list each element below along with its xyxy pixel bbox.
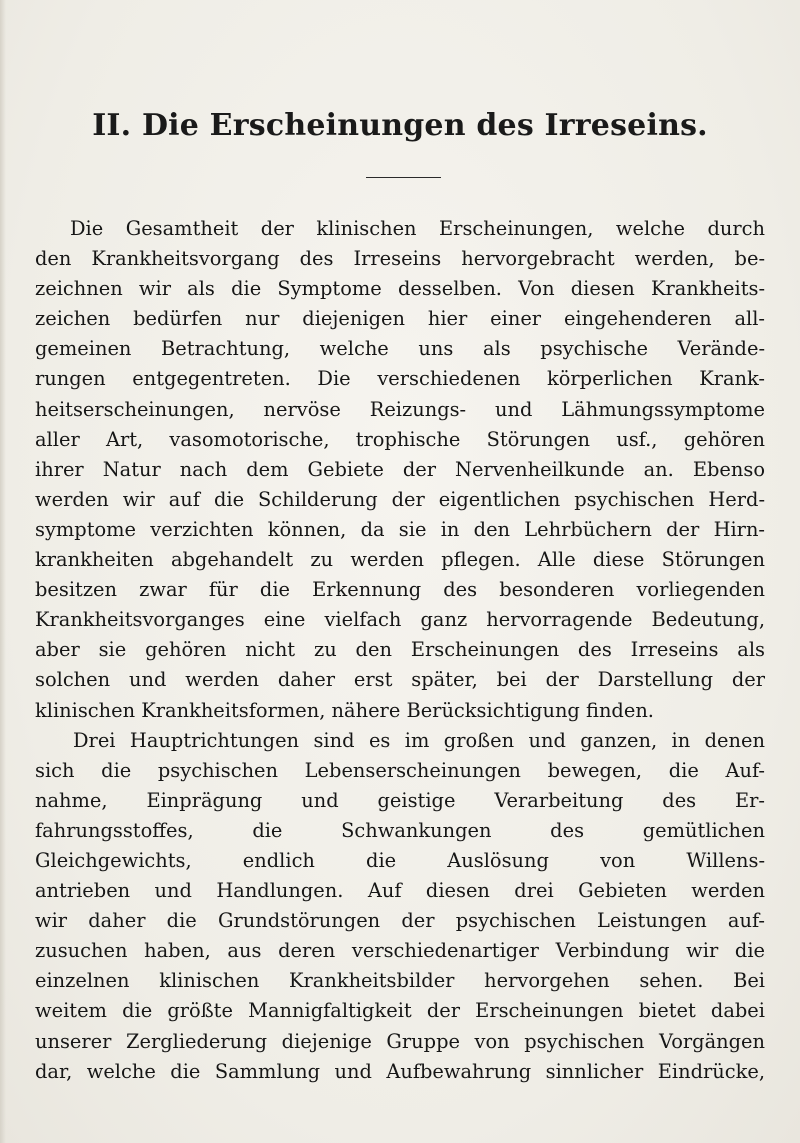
text-line: klinischen Krankheitsformen, nähere Berücksichtigung finden. bbox=[35, 698, 654, 722]
text-line: dar, welche die Sammlung und Aufbewahrung sinnlicher Eindrücke, bbox=[35, 1059, 765, 1083]
text-line: antrieben und Handlungen. Auf diesen drei Gebieten werden bbox=[35, 879, 765, 903]
text-line: aber sie gehören nicht zu den Erscheinungen des Irreseins als bbox=[35, 638, 765, 662]
chapter-title: II. Die Erscheinungen des Irreseins. bbox=[92, 108, 708, 143]
text-line: Die Gesamtheit der klinischen Erscheinungen, welche durch bbox=[70, 217, 765, 240]
text-line: einzelnen klinischen Krankheitsbilder hervorgehen sehen. Bei bbox=[35, 969, 765, 993]
page-edge-shadow bbox=[0, 0, 6, 1143]
text-line: rungen entgegentreten. Die verschiedenen körperlichen Krank- bbox=[35, 367, 765, 391]
text-line: besitzen zwar für die Erkennung des besonderen vorliegenden bbox=[35, 578, 765, 602]
text-line: symptome verzichten können, da sie in den Lehrbüchern der Hirn- bbox=[35, 517, 765, 541]
text-line: zeichnen wir als die Symptome desselben. Von diesen Krankheits- bbox=[35, 277, 765, 301]
body-text bbox=[35, 214, 765, 1087]
text-line: Drei Hauptrichtungen sind es im großen und ganzen, in denen bbox=[73, 728, 765, 752]
text-line: ihrer Natur nach dem Gebiete der Nervenheilkunde an. Ebenso bbox=[35, 457, 765, 481]
text-line: aller Art, vasomotorische, trophische Störungen usf., gehören bbox=[35, 427, 765, 451]
text-line: Krankheitsvorganges eine vielfach ganz hervorragende Bedeutung, bbox=[35, 608, 765, 632]
title-divider bbox=[366, 177, 441, 178]
text-line: heitserscheinungen, nervöse Reizungs- und Lähmungssymptome bbox=[35, 397, 765, 421]
text-line: sich die psychischen Lebenserscheinungen bewegen, die Auf- bbox=[35, 758, 765, 782]
text-line: den Krankheitsvorgang des Irreseins hervorgebracht werden, be- bbox=[35, 247, 765, 271]
text-line: solchen und werden daher erst später, bei der Darstellung der bbox=[35, 668, 765, 692]
text-line: zusuchen haben, aus deren verschiedenartiger Verbindung wir die bbox=[35, 939, 765, 963]
text-line: zeichen bedürfen nur diejenigen hier einer eingehenderen all- bbox=[35, 307, 765, 331]
text-line: werden wir auf die Schilderung der eigentlichen psychischen Herd- bbox=[35, 487, 765, 511]
text-line: unserer Zergliederung diejenige Gruppe von psychischen Vorgängen bbox=[35, 1029, 765, 1053]
text-line: krankheiten abgehandelt zu werden pflegen. Alle diese Störungen bbox=[35, 548, 765, 572]
text-line: gemeinen Betrachtung, welche uns als psychische Verände- bbox=[35, 337, 765, 361]
text-line: Gleichgewichts, endlich die Auslösung von Willens- bbox=[35, 848, 765, 872]
text-line: fahrungsstoffes, die Schwankungen des gemütlichen bbox=[35, 818, 765, 842]
text-line: weitem die größte Mannigfaltigkeit der Erscheinungen bietet dabei bbox=[35, 999, 765, 1023]
text-line: wir daher die Grundstörungen der psychischen Leistungen auf- bbox=[35, 909, 765, 933]
text-line: nahme, Einprägung und geistige Verarbeitung des Er- bbox=[35, 788, 765, 812]
